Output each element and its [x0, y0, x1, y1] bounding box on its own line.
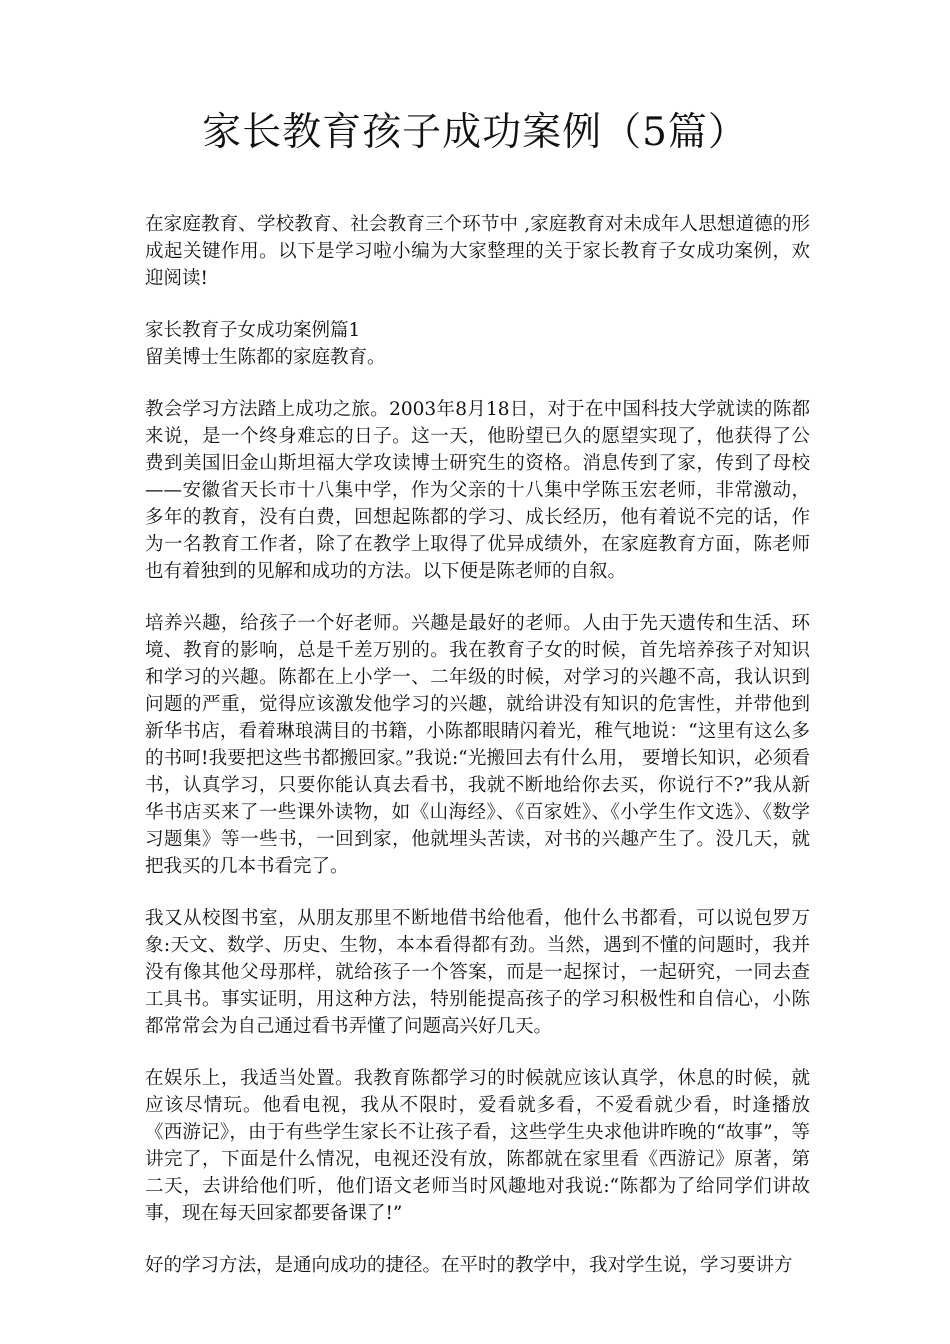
body-paragraph: 在娱乐上，我适当处置。我教育陈都学习的时候就应该认真学，休息的时候，就应该尽情玩。他看电视，我从不限时，爱看就多看，不爱看就少看，时逢播放《西游记》，由于有些学生家长不让孩子看，这些学生央求他讲昨晚的“故事”，等讲完了，下面是什么情况，电视还没有放，陈都就在家里看《西游记》原著，第二天，去讲给他们听，他们语文老师当时风趣地对我说:“陈都为了给同学们讲故事，现在每天回家都要备课了!”: [145, 1068, 810, 1224]
body-paragraph: 好的学习方法，是通向成功的捷径。在平时的教学中，我对学生说，学习要讲方: [145, 1255, 793, 1276]
body-paragraph: 培养兴趣，给孩子一个好老师。兴趣是最好的老师。人由于先天遗传和生活、环境、教育的影响，总是千差万别的。我在教育子女的时候，首先培养孩子对知识和学习的兴趣。陈都在上小学一、二年级的时候，对学习的兴趣不高，我认识到问题的严重，觉得应该激发他学习的兴趣，就给讲没有知识的危害性，并带他到新华书店，看着琳琅满目的书籍，小陈都眼睛闪着光，稚气地说：“这里有这么多的书呵!我要把这些书都搬回家。”我说:“光搬回去有什么用， 要增长知识，必须看书，认真学习，只要你能认真去看书，我就不断地给你去买，你说行不?”我从新华书店买来了一些课外读物，如《山海经》、《百家姓》、《小学生作文选》、《数学习题集》等一些书，一回到家，他就埋头苦读，对书的兴趣产生了。没几天，就把我买的几本书看完了。: [145, 613, 810, 877]
section-header: [145, 317, 810, 371]
section-subtitle: 留美博士生陈都的家庭教育。: [145, 347, 386, 368]
intro-paragraph: 在家庭教育、学校教育、社会教育三个环节中 ,家庭教育对未成年人思想道德的形成起关键作用。以下是学习啦小编为大家整理的关于家长教育子女成功案例，欢迎阅读!: [145, 214, 810, 289]
body-paragraph: 教会学习方法踏上成功之旅。2003年8月18日，对于在中国科技大学就读的陈都来说，是一个终身难忘的日子。这一天，他盼望已久的愿望实现了，他获得了公费到美国旧金山斯坦福大学攻读博士研究生的资格。消息传到了家，传到了母校——安徽省天长市十八集中学，作为父亲的十八集中学陈玉宏老师，非常激动，多年的教育，没有白费，回想起陈都的学习、成长经历，他有着说不完的话，作为一名教育工作者，除了在教学上取得了优异成绩外，在家庭教育方面，陈老师也有着独到的见解和成功的方法。以下便是陈老师的自叙。: [145, 399, 810, 582]
document-body: [145, 211, 810, 1304]
body-paragraph: 我又从校图书室，从朋友那里不断地借书给他看，他什么书都看，可以说包罗万象:天文、数学、历史、生物，本本看得都有劲。当然，遇到不懂的问题时，我并没有像其他父母那样，就给孩子一个答案，而是一起探讨，一起研究，一同去查工具书。事实证明，用这种方法，特别能提高孩子的学习积极性和自信心，小陈都常常会为自己通过看书弄懂了问题高兴好几天。: [145, 908, 810, 1037]
document-title: 家长教育孩子成功案例（5篇）: [202, 110, 748, 155]
section-heading: 家长教育子女成功案例篇1: [145, 320, 361, 341]
